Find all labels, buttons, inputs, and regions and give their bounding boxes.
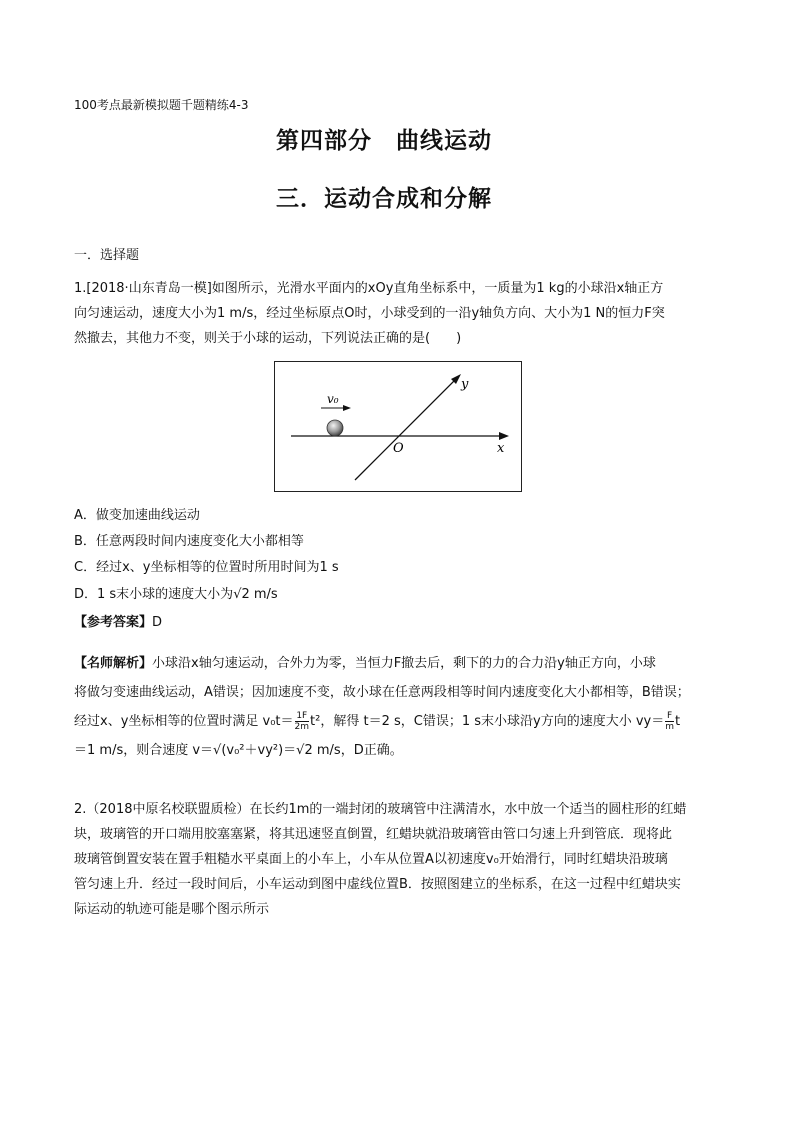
question-1-line: 然撤去，其他力不变，则关于小球的运动，下列说法正确的是( )	[74, 331, 462, 346]
y-axis	[355, 380, 455, 480]
velocity-label: v₀	[327, 392, 339, 406]
x-axis-arrowhead	[499, 432, 509, 440]
reference-answer	[74, 611, 162, 630]
x-axis-label: x	[497, 441, 505, 456]
question-2-line: 块，玻璃管的开口端用胶塞塞紧，将其迅速竖直倒置，红蜡块就沿玻璃管由管口匀速上升到管底．现将此	[74, 827, 673, 842]
analysis-line	[74, 649, 734, 678]
ball	[327, 420, 343, 436]
y-axis-label: y	[461, 377, 469, 392]
question-2-line: 际运动的轨迹可能是哪个图示所示	[74, 902, 270, 917]
question-1-line: 1.[2018·山东青岛一模]如图所示，光滑水平面内的xOy直角坐标系中，一质量为1 kg的小球沿x轴正方	[74, 281, 664, 296]
question-2-stem	[74, 797, 724, 922]
question-2-line: 2.（2018中原名校联盟质检）在长约1m的一端封闭的玻璃管中注满清水，水中放一个适当的圆柱形的红蜡	[74, 802, 687, 817]
analysis-text: t²，解得 t＝2 s，C错误；1 s末小球沿y方向的速度大小 vy＝	[310, 714, 665, 729]
question-1-figure	[274, 361, 522, 492]
coordinate-diagram	[275, 362, 521, 491]
analysis-text: 小球沿x轴匀速运动，合外力为零，当恒力F撤去后，剩下的力的合力沿y轴正方向，小球	[152, 656, 656, 671]
fraction-half-f-over-m	[295, 711, 310, 732]
section-heading: 一．选择题	[74, 248, 140, 263]
analysis-line	[74, 707, 734, 736]
fraction-f-over-m	[665, 711, 674, 732]
series-header: 100考点最新模拟题千题精练4-3	[74, 98, 249, 112]
option-d	[74, 583, 278, 602]
answer-value: D	[152, 615, 163, 630]
question-1-line: 向匀速运动，速度大小为1 m/s，经过坐标原点O时，小球受到的一沿y轴负方向、大小为1 N的恒力F突	[74, 306, 665, 321]
velocity-arrowhead	[343, 405, 351, 411]
fraction-denominator: 2m	[294, 722, 310, 732]
option-d-unit: m/s	[249, 587, 278, 602]
part-title: 第四部分 曲线运动	[276, 127, 492, 154]
section-title: 三．运动合成和分解	[276, 185, 492, 212]
fraction-denominator: m	[665, 722, 674, 732]
question-1-stem	[74, 276, 724, 351]
question-2-line: 管匀速上升．经过一段时间后，小车运动到图中虚线位置B．按照图建立的坐标系，在这一过程中红蜡块实	[74, 877, 681, 892]
analysis-text: 经过x、y坐标相等的位置时满足 v₀t＝	[74, 714, 294, 729]
question-2-line: 玻璃管倒置安装在置手粗糙水平桌面上的小车上，小车从位置A以初速度v₀开始滑行，同时红蜡块沿玻璃	[74, 852, 668, 867]
option-a: A．做变加速曲线运动	[74, 508, 200, 523]
analysis-line: ＝1 m/s，则合速度 v＝√(v₀²＋vy²)＝√2 m/s，D正确。	[74, 743, 403, 758]
option-d-sqrt: √2	[233, 587, 250, 602]
analysis-label: 【名师解析】	[74, 656, 153, 671]
analysis-line: 将做匀变速曲线运动，A错误；因加速度不变，故小球在任意两段相等时间内速度变化大小都相等，B错误；	[74, 685, 690, 700]
analysis-text: t	[675, 714, 681, 729]
option-b: B．任意两段时间内速度变化大小都相等	[74, 534, 304, 549]
option-d-text: D．1 s末小球的速度大小为	[74, 587, 234, 602]
analysis-block	[74, 649, 734, 765]
option-c: C．经过x、y坐标相等的位置时所用时间为1 s	[74, 560, 339, 575]
origin-label: O	[393, 441, 404, 456]
fraction-numerator: 1F	[296, 711, 308, 721]
fraction-numerator: F	[667, 711, 673, 721]
answer-label: 【参考答案】	[74, 615, 153, 630]
